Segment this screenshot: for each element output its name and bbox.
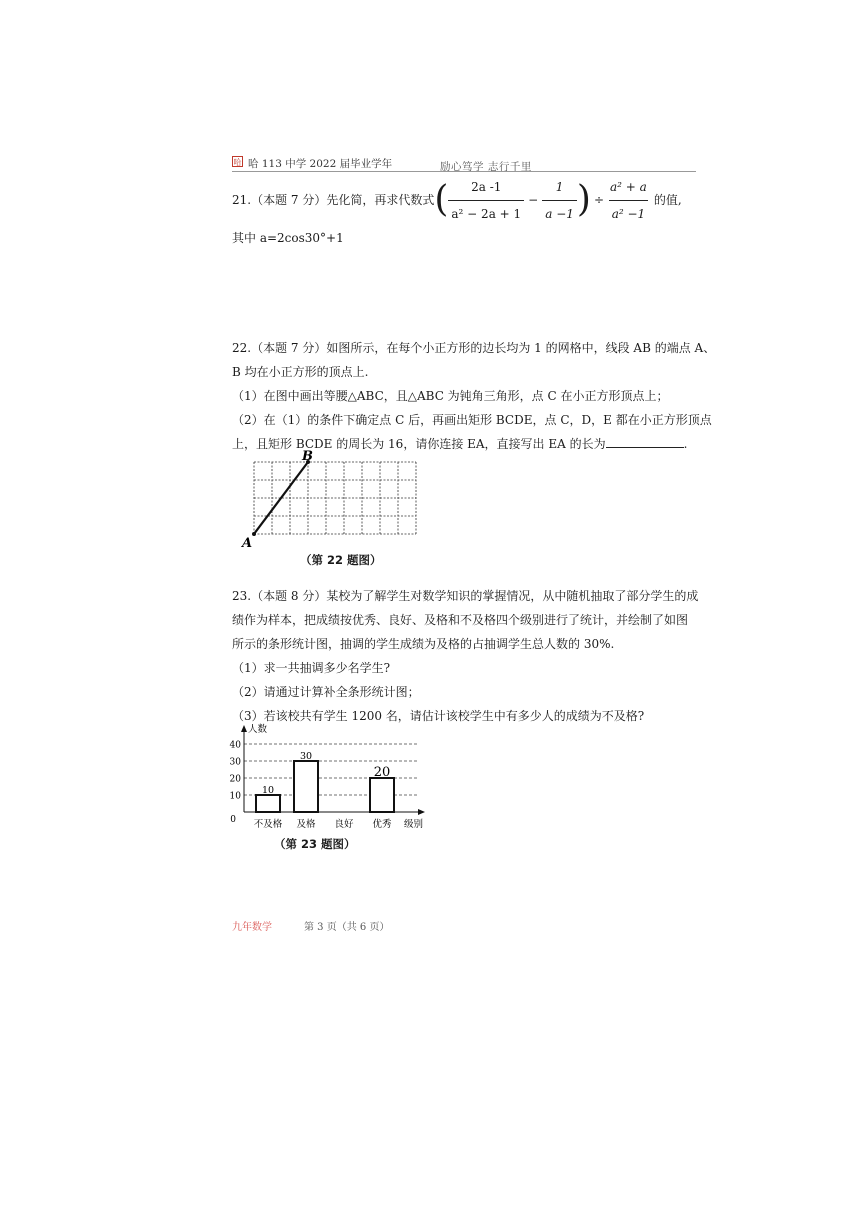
q23-line-2: 绩作为样本，把成绩按优秀、良好、及格和不及格四个级别进行了统计，并绘制了如图 xyxy=(232,613,689,627)
fraction-1-denominator: a² − 2a + 1 xyxy=(448,200,524,226)
q22-line-2: B 均在小正方形的顶点上. xyxy=(232,365,369,379)
question-23 xyxy=(232,584,702,728)
q22-line-1: 22.（本题 7 分）如图所示，在每个小正方形的边长均为 1 的网格中，线段 AB 的端点 A、 xyxy=(232,341,716,355)
bar xyxy=(294,761,318,812)
footer-subject: 九年数学 xyxy=(232,922,272,933)
q23-line-3: 所示的条形统计图，抽调的学生成绩为及格的占抽调学生总人数的 30%. xyxy=(232,637,615,651)
minus-sign: − xyxy=(528,193,539,207)
chart-labels xyxy=(230,723,423,830)
page-header xyxy=(232,156,696,172)
y-axis-label: 人数 xyxy=(248,724,268,735)
fraction-1 xyxy=(448,175,524,226)
fraction-1-numerator: 2a -1 xyxy=(471,179,502,194)
bar-chart-23 xyxy=(228,720,438,832)
q21-intro: 21.（本题 7 分）先化简，再求代数式 xyxy=(232,193,435,207)
x-axis-arrow-icon xyxy=(418,809,425,815)
q22-period: . xyxy=(683,437,688,451)
x-axis-label: 级别 xyxy=(404,819,424,830)
fraction-2 xyxy=(542,175,577,226)
y-tick-label: 10 xyxy=(229,791,241,802)
right-paren: ) xyxy=(576,179,591,220)
fraction-2-denominator: a −1 xyxy=(542,200,577,226)
label-a: A xyxy=(242,536,253,550)
label-b: B xyxy=(302,449,313,464)
school-name: 哈 113 中学 2022 届毕业学年 xyxy=(248,158,393,170)
data-label: 20 xyxy=(373,765,391,780)
question-21 xyxy=(232,178,702,222)
fraction-3-numerator: a² + a xyxy=(610,179,647,194)
q22-part-2a: （2）在（1）的条件下确定点 C 后，再画出矩形 BCDE，点 C，D，E 都在小正方形顶点 xyxy=(232,413,712,427)
y-axis-arrow-icon xyxy=(241,725,247,732)
q23-part-3: （3）若该校共有学生 1200 名，请估计该校学生中有多少人的成绩为不及格? xyxy=(232,709,645,723)
answer-blank xyxy=(606,435,684,448)
q23-part-1: （1）求一共抽调多少名学生? xyxy=(232,661,391,675)
header-divider xyxy=(232,171,696,172)
grid-lines xyxy=(254,462,416,534)
fraction-3-denominator: a² −1 xyxy=(609,200,648,226)
q22-part-2b: 上，且矩形 BCDE 的周长为 16，请你连接 EA，直接写出 EA 的长为 xyxy=(232,437,606,451)
divide-sign: ÷ xyxy=(593,193,605,207)
q21-tail: 的值, xyxy=(653,193,682,207)
y-tick-label: 20 xyxy=(229,774,241,785)
school-motto: 励心笃学 志行千里 xyxy=(440,161,532,173)
x-tick-label: 优秀 xyxy=(372,819,392,830)
x-tick-label: 良好 xyxy=(334,819,354,830)
y-tick-label: 40 xyxy=(229,740,241,751)
fraction-3 xyxy=(607,175,650,226)
fraction-2-numerator: 1 xyxy=(555,179,564,194)
left-paren: ( xyxy=(434,179,449,220)
school-logo-icon: 哈 xyxy=(233,158,242,167)
x-tick-label: 及格 xyxy=(296,819,316,830)
data-label: 30 xyxy=(299,751,313,762)
y-tick-label: 0 xyxy=(230,815,236,825)
question-22 xyxy=(232,336,716,456)
q23-part-2: （2）请通过计算补全条形统计图； xyxy=(232,685,420,699)
bar xyxy=(256,795,280,812)
bar xyxy=(370,778,394,812)
y-tick-label: 30 xyxy=(229,757,241,768)
data-label: 10 xyxy=(261,785,275,796)
q21-condition: 其中 a=2cos30°+1 xyxy=(232,231,344,245)
x-tick-label: 不及格 xyxy=(253,819,283,830)
q22-part-1: （1）在图中画出等腰△ABC，且△ABC 为钝角三角形，点 C 在小正方形顶点上； xyxy=(232,389,669,403)
grid-figure-22 xyxy=(238,446,418,550)
figure-23-caption: （第 23 题图） xyxy=(274,837,356,851)
point-a xyxy=(252,532,256,536)
footer-page: 第 3 页（共 6 页） xyxy=(304,922,390,933)
q23-line-1: 23.（本题 8 分）某校为了解学生对数学知识的掌握情况，从中随机抽取了部分学生的成 xyxy=(232,589,699,603)
figure-22-caption: （第 22 题图） xyxy=(300,553,382,567)
